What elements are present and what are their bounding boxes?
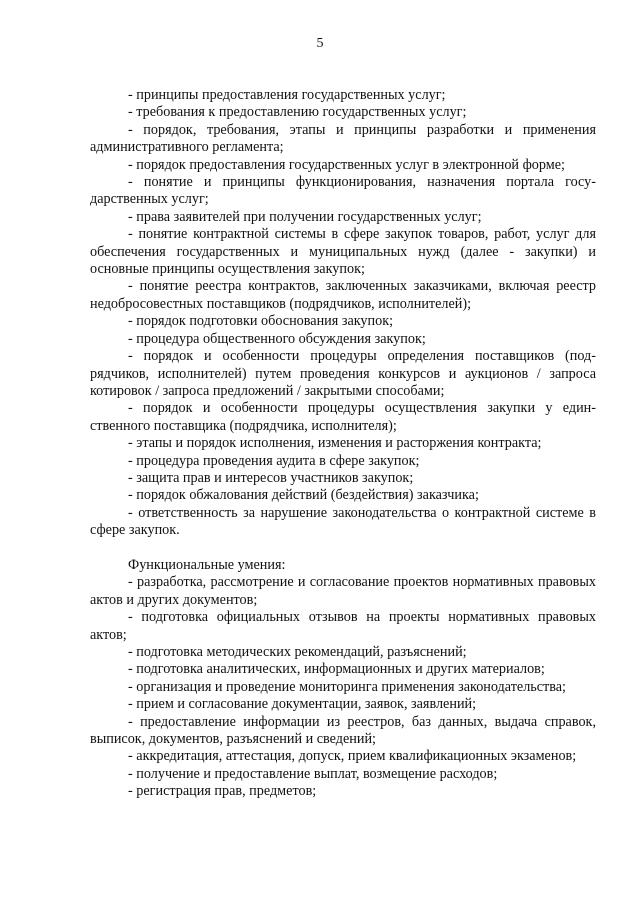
- skills-heading: Функциональные умения:: [128, 556, 286, 573]
- list-item: - принципы предоставления государственных услуг;: [128, 87, 446, 103]
- page-number: 5: [316, 36, 324, 51]
- list-item: - порядок и особенности процедуры определения поставщиков (подрядчиков, исполнителей) путем проведения конкурсов и аукционов / запроса котировок / запроса предложений / закрытыми способами;: [90, 348, 596, 399]
- page-content: [90, 87, 596, 801]
- list-item: - понятие реестра контрактов, заключенных заказчиками, включая реестр недобросовестных поставщиков (подрядчиков, исполнителей);: [90, 278, 596, 312]
- list-item: - порядок и особенности процедуры осуществления закупки у единственного поставщика (подрядчика, исполнителя);: [90, 400, 596, 434]
- list-item: - аккредитация, аттестация, допуск, прием квалификационных экзаменов;: [128, 748, 577, 765]
- list-item: - права заявителей при получении государственных услуг;: [128, 208, 482, 225]
- list-item: - порядок, требования, этапы и принципы разработки и применения административного регламента;: [90, 121, 596, 156]
- list-item: - требования к предоставлению государственных услуг;: [128, 104, 467, 121]
- list-item: - порядок предоставления государственных услуг в электронной форме;: [128, 156, 565, 173]
- list-item: - регистрация прав, предметов;: [128, 783, 317, 800]
- list-item: - разработка, рассмотрение и согласование проектов нормативных правовых актов и других документов;: [90, 574, 596, 608]
- list-item: - порядок обжалования действий (бездействия) заказчика;: [128, 487, 479, 504]
- knowledge-list: [90, 87, 596, 540]
- skills-list: [90, 574, 596, 800]
- list-item: - организация и проведение мониторинга применения законодательства;: [128, 678, 567, 695]
- list-item: - процедура общественного обсуждения закупок;: [128, 330, 426, 347]
- list-item: - прием и согласование документации, заявок, заявлений;: [128, 696, 477, 713]
- list-item: - процедура проведения аудита в сфере закупок;: [128, 452, 420, 469]
- list-item: - защита прав и интересов участников закупок;: [128, 469, 414, 486]
- list-item: - понятие и принципы функционирования, назначения портала государственных услуг;: [90, 174, 596, 208]
- list-item: - подготовка методических рекомендаций, разъяснений;: [128, 643, 467, 660]
- list-item: - подготовка официальных отзывов на проекты нормативных правовых актов;: [90, 609, 596, 643]
- section-gap: [90, 540, 596, 557]
- list-item: - предоставление информации из реестров, баз данных, выдача справок, выписок, документов, разъяснений и сведений;: [90, 713, 596, 748]
- list-item: - подготовка аналитических, информационных и других материалов;: [128, 661, 545, 678]
- list-item: - понятие контрактной системы в сфере закупок товаров, работ, услуг для обеспечения государственных и муниципальных нужд (далее - закупки) и основные принципы осуществления закупок;: [90, 226, 596, 278]
- list-item: - получение и предоставление выплат, возмещение расходов;: [128, 765, 498, 782]
- list-item: - ответственность за нарушение законодательства о контрактной системе в сфере закупок.: [90, 504, 596, 539]
- list-item: - этапы и порядок исполнения, изменения и расторжения контракта;: [128, 435, 542, 452]
- list-item: - порядок подготовки обоснования закупок;: [128, 313, 394, 330]
